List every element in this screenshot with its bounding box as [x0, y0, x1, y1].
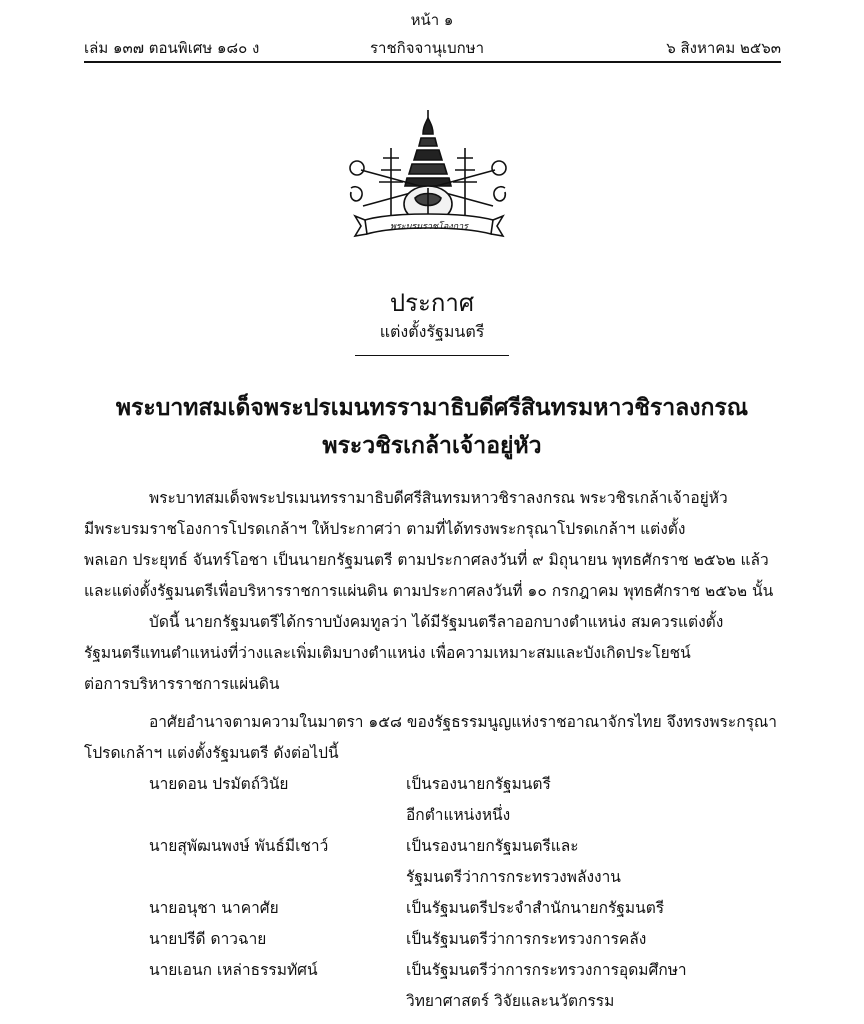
announcement-subtitle: แต่งตั้งรัฐมนตรี: [379, 322, 485, 341]
appointee-position: อีกตำแหน่งหนึ่ง: [406, 806, 511, 824]
body-line: อาศัยอำนาจตามความในมาตรา ๑๕๘ ของรัฐธรรมนูญแห่งราชอาณาจักรไทย จึงทรงพระกรุณา: [149, 713, 778, 731]
body-line: พลเอก ประยุทธ์ จันทร์โอชา เป็นนายกรัฐมนตรี ตามประกาศลงวันที่ ๙ มิถุนายน พุทธศักราช ๒๕๖๒ แล้ว: [84, 551, 769, 569]
appointee-name: นายปรีดี ดาวฉาย: [149, 930, 267, 948]
king-name-line-2: พระวชิรเกล้าเจ้าอยู่หัว: [322, 433, 542, 459]
page-number: หน้า ๑: [410, 11, 454, 29]
appointee-position: วิทยาศาสตร์ วิจัยและนวัตกรรม: [406, 992, 615, 1010]
body-line: ต่อการบริหารราชการแผ่นดิน: [84, 675, 280, 693]
appointee-name: นายดอน ปรมัตถ์วินัย: [149, 775, 289, 793]
appointee-position: เป็นรัฐมนตรีว่าการกระทรวงการอุดมศึกษา: [406, 961, 687, 979]
king-name-line-1: พระบาทสมเด็จพระปรเมนทรรามาธิบดีศรีสินทรมหาวชิราลงกรณ: [115, 395, 749, 421]
body-line: บัดนี้ นายกรัฐมนตรีได้กราบบังคมทูลว่า ได้มีรัฐมนตรีลาออกบางตำแหน่ง สมควรแต่งตั้ง: [149, 613, 724, 631]
appointee-position: เป็นรัฐมนตรีประจำสำนักนายกรัฐมนตรี: [406, 899, 665, 917]
publish-date: ๖ สิงหาคม ๒๕๖๓: [666, 39, 781, 57]
body-line: และแต่งตั้งรัฐมนตรีเพื่อบริหารราชการแผ่นดิน ตามประกาศลงวันที่ ๑๐ กรกฎาคม พุทธศักราช ๒๕๖๒ นั้น: [84, 582, 774, 600]
header-divider: [84, 61, 781, 63]
appointee-name: นายอนุชา นาคาศัย: [149, 899, 279, 917]
body-line: พระบาทสมเด็จพระปรเมนทรรามาธิบดีศรีสินทรมหาวชิราลงกรณ พระวชิรเกล้าเจ้าอยู่หัว: [149, 489, 728, 507]
body-line: โปรดเกล้าฯ แต่งตั้งรัฐมนตรี ดังต่อไปนี้: [84, 744, 339, 762]
title-divider: [355, 355, 509, 356]
royal-seal-emblem-icon: [343, 108, 513, 248]
svg-text:พระบรมราชโองการ: พระบรมราชโองการ: [389, 222, 469, 232]
gazette-name: ราชกิจจานุเบกษา: [370, 39, 485, 57]
appointee-name: นายสุพัฒนพงษ์ พันธ์มีเชาว์: [149, 837, 329, 855]
appointee-position: เป็นรัฐมนตรีว่าการกระทรวงการคลัง: [406, 930, 647, 948]
volume-info: เล่ม ๑๓๗ ตอนพิเศษ ๑๘๐ ง: [84, 39, 260, 57]
appointee-position: เป็นรองนายกรัฐมนตรีและ: [406, 837, 579, 855]
appointee-name: นายเอนก เหล่าธรรมทัศน์: [149, 961, 318, 979]
announcement-title: ประกาศ: [389, 289, 475, 317]
body-line: มีพระบรมราชโองการโปรดเกล้าฯ ให้ประกาศว่า ตามที่ได้ทรงพระกรุณาโปรดเกล้าฯ แต่งตั้ง: [84, 520, 686, 538]
appointee-position: รัฐมนตรีว่าการกระทรวงพลังงาน: [406, 868, 621, 886]
appointee-position: เป็นรองนายกรัฐมนตรี: [406, 775, 551, 793]
body-line: รัฐมนตรีแทนตำแหน่งที่ว่างและเพิ่มเติมบางตำแหน่ง เพื่อความเหมาะสมและบังเกิดประโยชน์: [84, 644, 691, 662]
